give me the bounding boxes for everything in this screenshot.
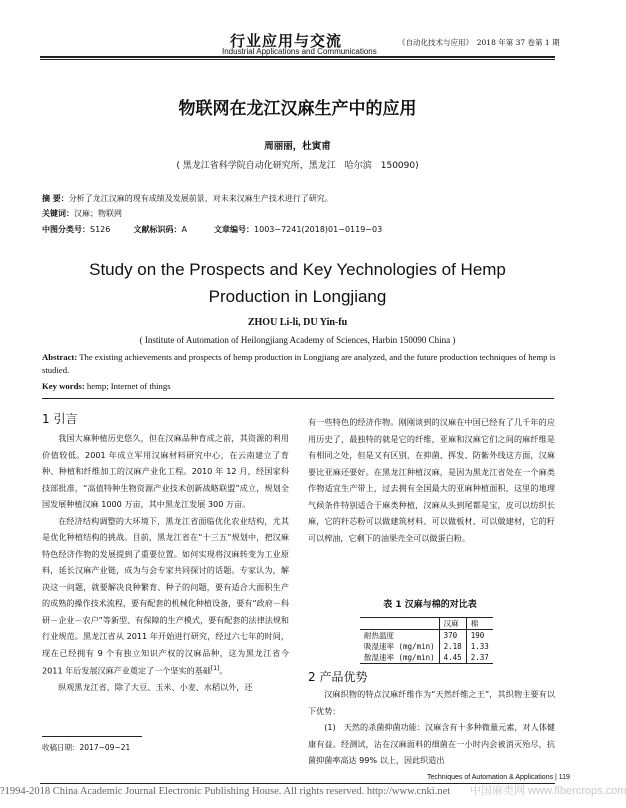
doc-code-value: A (181, 225, 187, 234)
table-cell: 370 (439, 630, 466, 642)
clc-value: S126 (90, 225, 111, 234)
table-cell: 190 (466, 630, 493, 642)
paper-title-en-line1: Study on the Prospects and Key Yechnologies of Hemp (89, 260, 506, 279)
keywords-en-text: hemp; Internet of things (84, 381, 171, 391)
article-no-label: 文章编号： (214, 225, 255, 234)
table1-header-cell (360, 618, 439, 630)
section2-paragraph2: (1) 天然的杀菌抑菌功能：汉麻含有十多种微量元素，对人体健康有益。经测试，沾在汉麻面料的细菌在一小时内会被消灭殆尽，抗菌抑菌率高达 99% 以上，因此织造出 (308, 722, 555, 765)
paper-title-en (0, 256, 595, 310)
abstract-en (42, 351, 557, 377)
header-journal-info: 《自动化技术与应用》 2018 年第 37 卷第 1 期 (398, 38, 560, 47)
affiliation-cn: ( 黑龙江省科学院自动化研究所，黑龙江 哈尔滨 150090) (176, 161, 419, 171)
article-no-value: 1003−7241(2018)01−0119−03 (254, 225, 383, 234)
keywords-cn-text: 汉麻；物联网 (74, 209, 122, 218)
right-column-top (308, 414, 555, 546)
header-rule-thin (40, 59, 555, 60)
keywords-en-label: Key words: (42, 381, 85, 391)
table-cell: 耐热温度 (364, 631, 394, 640)
watermark-text: 中国麻类网 www.fibercrops.com (470, 785, 626, 797)
abstract-rule (42, 398, 554, 399)
table1-header-cell: 棉 (466, 618, 493, 630)
keywords-en (42, 381, 171, 391)
paper-title-en-line2: Production in Longjiang (208, 287, 387, 306)
footer-journal-page: Techniques of Automation & Applications | 119 (427, 774, 570, 781)
table-cell: 散湿速率 (mg/min) (360, 652, 439, 664)
table-row (360, 652, 493, 664)
table-row (360, 641, 493, 652)
section1-heading: 1 引言 (42, 412, 78, 426)
table1-title: 表 1 汉麻与棉的对比表 (383, 600, 477, 610)
table-cell: 1.33 (466, 641, 493, 652)
section1-paragraph1: 我国大麻种植历史悠久，但在汉麻品种育成之前，其资源的利用价值较低。2001 年成立军用汉麻材料研究中心，在云南建立了育种、种植和纤维加工的汉麻产业化工程。2010 年 12 月，经国家科技部批准，“高值特种生物资源产业技术创新战略联盟”成立，规划全国发展种植汉麻 1000 万亩，其中黑龙江发展 300 万亩。 (42, 433, 289, 509)
abstract-en-label: Abstract: (42, 352, 78, 362)
table-cell: 4.45 (439, 652, 466, 664)
abstract-cn-text: 分析了龙江汉麻的现有成绩及发展前景，对未来汉麻生产技术进行了研究。 (68, 194, 333, 203)
citation-ref: [1] (210, 665, 220, 672)
keywords-cn-label: 关键词： (42, 209, 74, 218)
section1-paragraph3: 纵观黑龙江省，除了大豆、玉米、小麦、水稻以外，还 (58, 682, 253, 693)
table-cell: 吸湿速率 (mg/min) (364, 642, 435, 651)
doc-code-label: 文献标识码： (133, 225, 182, 234)
table-cell: 2.18 (439, 641, 466, 652)
table-row (360, 630, 493, 642)
authors-cn: 周丽丽，杜寅甫 (264, 141, 331, 152)
affiliation-en: ( Institute of Automation of Heilongjiang Academy of Sciences, Harbin 150090 China ) (139, 335, 456, 345)
right-column-bottom (308, 686, 555, 769)
classification-line (42, 224, 382, 235)
header-section-cn: 行业应用与交流 (230, 32, 343, 50)
section2-paragraph1: 汉麻织物的特点汉麻纤维作为“天然纤维之王”，其织物主要有以下优势： (308, 689, 555, 716)
abstract-cn-label: 摘 要： (42, 194, 69, 203)
table-cell: 2.37 (466, 652, 493, 664)
table1-header-cell: 汉麻 (439, 618, 466, 630)
received-rule (42, 736, 142, 737)
section1-paragraph2-text: 在经济结构调整的大环境下，黑龙江省面临优化农业结构，尤其是优化种植结构的挑战。目前，黑龙江省在“十三五”规划中，把汉麻特色经济作物的发展提到了重要位置。如何实现将汉麻转变为工业原料，延长汉麻产业链，成为与会专家共同探讨的话题。专家认为，解决这一问题，就要解决良种繁育、种子的问题，要有适合大面积生产的成熟的操作技术流程，要有配套的机械化种植设备，要有“政府－科研－企业－农户”等新型、有保障的生产模式，要有配套的法律法规和行业规范。黑龙江省从 2011 年开始进行研究，经过六七年的时间，现在已经拥有 9 个有独立知识产权的汉麻品种，这为黑龙江省今 2011 年后发展汉麻产业奠定了一个坚实的基础 (42, 515, 290, 676)
table1 (360, 617, 493, 664)
left-column (42, 430, 289, 696)
right-column-paragraph: 有一些特色的经济作物。刚刚谈到的汉麻在中国已经有了几千年的应用历史了，最独特的就是它的纤维，亚麻和汉麻它们之间的麻纤维是有相同之处，但是又有区别，在抑菌、挥发、防紫外线这方面，汉麻要比亚麻还要好。在黑龙江种植汉麻，是因为黑龙江省处在一个麻类作物适宜生产带上，过去拥有全国最大的亚麻种植面积，这里的地理气候条件特别适合于麻类种植，汉麻从头到尾都是宝，皮可以纺织长麻，它的秆芯粉可以做建筑材料、可以做板材、可以做建材，它的籽可以榨油，它剩下的油果壳全可以做蛋白粉。 (308, 417, 555, 543)
header-rule-thick (40, 56, 555, 58)
copyright-notice: ?1994-2018 China Academic Journal Electronic Publishing House. All rights reserved. http://www.cnki.net (0, 786, 451, 797)
section1-paragraph2-end: 。 (219, 665, 228, 676)
paper-title-cn: 物联网在龙江汉麻生产中的应用 (178, 99, 417, 119)
clc-label: 中图分类号： (42, 225, 90, 234)
section2-heading: 2 产品优势 (308, 670, 368, 684)
keywords-cn (42, 208, 122, 219)
abstract-en-text: The existing achievements and prospects of hemp production in Longjiang are analyzed, and the future production techniques of hemp is studied. (42, 352, 556, 375)
section1-paragraph2 (42, 513, 289, 680)
authors-en: ZHOU Li-li, DU Yin-fu (247, 317, 348, 328)
abstract-cn (42, 193, 333, 204)
table1-header-row (360, 618, 493, 630)
header-section-en: Industrial Applications and Communications (222, 47, 377, 56)
received-date: 收稿日期：2017−09−21 (42, 743, 131, 752)
